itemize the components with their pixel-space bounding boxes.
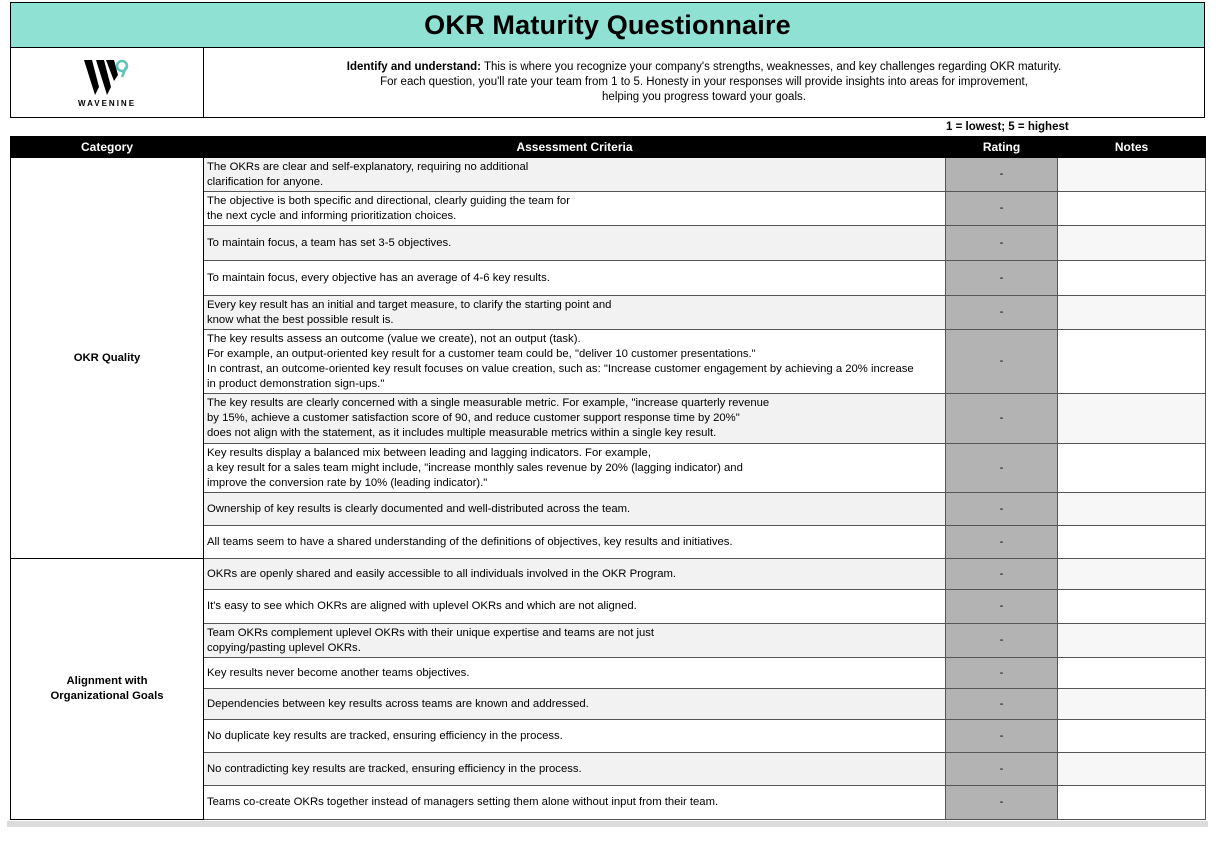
rating-cell[interactable]: - — [946, 624, 1058, 658]
category-cell: Alignment with Organizational Goals — [11, 559, 204, 820]
table-row — [11, 158, 1206, 192]
sheet-scroll-edge — [7, 821, 1208, 827]
notes-cell[interactable] — [1058, 753, 1206, 786]
notes-cell[interactable] — [1058, 296, 1206, 330]
rating-cell[interactable]: - — [946, 394, 1058, 444]
notes-cell[interactable] — [1058, 330, 1206, 394]
rating-cell[interactable]: - — [946, 296, 1058, 330]
criteria-cell: To maintain focus, a team has set 3-5 objectives. — [204, 226, 946, 261]
criteria-cell: Every key result has an initial and target measure, to clarify the starting point and know what the best possible result is. — [204, 296, 946, 330]
intro-line-3: helping you progress toward your goals. — [602, 90, 806, 103]
notes-cell[interactable] — [1058, 689, 1206, 720]
criteria-cell: No contradicting key results are tracked, ensuring efficiency in the process. — [204, 753, 946, 786]
header-rating: Rating — [946, 137, 1058, 158]
criteria-cell: The key results are clearly concerned with a single measurable metric. For example, "increase quarterly revenue by 15%, achieve a customer satisfaction score of 90, and reduce customer support response time by 20%" does not align with the statement, as it includes multiple measurable metrics within a single key result. — [204, 394, 946, 444]
rating-cell[interactable]: - — [946, 493, 1058, 526]
notes-cell[interactable] — [1058, 158, 1206, 192]
rating-cell[interactable]: - — [946, 559, 1058, 590]
logo — [11, 47, 204, 117]
notes-cell[interactable] — [1058, 394, 1206, 444]
header-criteria: Assessment Criteria — [204, 137, 946, 158]
criteria-cell: The OKRs are clear and self-explanatory, requiring no additional clarification for anyone. — [204, 158, 946, 192]
rating-cell[interactable]: - — [946, 786, 1058, 820]
rating-cell[interactable]: - — [946, 720, 1058, 753]
intro-text — [204, 47, 1204, 117]
criteria-cell: All teams seem to have a shared understanding of the definitions of objectives, key results and initiatives. — [204, 526, 946, 559]
criteria-cell: The objective is both specific and directional, clearly guiding the team for the next cycle and informing prioritization choices. — [204, 192, 946, 226]
questionnaire-table — [10, 136, 1206, 820]
page-title: OKR Maturity Questionnaire — [10, 2, 1205, 48]
rating-cell[interactable]: - — [946, 444, 1058, 493]
notes-cell[interactable] — [1058, 444, 1206, 493]
header-notes: Notes — [1058, 137, 1206, 158]
notes-cell[interactable] — [1058, 720, 1206, 753]
rating-cell[interactable]: - — [946, 226, 1058, 261]
intro-line-1: This is where you recognize your company's strengths, weaknesses, and key challenges regarding OKR maturity. — [480, 60, 1062, 73]
notes-cell[interactable] — [1058, 624, 1206, 658]
criteria-cell: It's easy to see which OKRs are aligned with uplevel OKRs and which are not aligned. — [204, 590, 946, 624]
intro-panel — [10, 47, 1205, 118]
rating-cell[interactable]: - — [946, 330, 1058, 394]
criteria-cell: No duplicate key results are tracked, ensuring efficiency in the process. — [204, 720, 946, 753]
criteria-cell: Dependencies between key results across teams are known and addressed. — [204, 689, 946, 720]
rating-cell[interactable]: - — [946, 753, 1058, 786]
notes-cell[interactable] — [1058, 493, 1206, 526]
notes-cell[interactable] — [1058, 526, 1206, 559]
category-cell: OKR Quality — [11, 158, 204, 559]
notes-cell[interactable] — [1058, 261, 1206, 296]
criteria-cell: Team OKRs complement uplevel OKRs with their unique expertise and teams are not just copying/pasting uplevel OKRs. — [204, 624, 946, 658]
logo-text: WAVENINE — [77, 98, 137, 108]
header-category: Category — [11, 137, 204, 158]
criteria-cell: To maintain focus, every objective has an average of 4-6 key results. — [204, 261, 946, 296]
rating-cell[interactable]: - — [946, 526, 1058, 559]
notes-cell[interactable] — [1058, 658, 1206, 689]
notes-cell[interactable] — [1058, 590, 1206, 624]
intro-line-2: For each question, you'll rate your team from 1 to 5. Honesty in your responses will provide insights into areas for improvement, — [380, 75, 1028, 88]
notes-cell[interactable] — [1058, 559, 1206, 590]
criteria-cell: OKRs are openly shared and easily accessible to all individuals involved in the OKR Program. — [204, 559, 946, 590]
criteria-cell: Ownership of key results is clearly documented and well-distributed across the team. — [204, 493, 946, 526]
rating-cell[interactable]: - — [946, 590, 1058, 624]
rating-cell[interactable]: - — [946, 658, 1058, 689]
criteria-cell: Teams co-create OKRs together instead of managers setting them alone without input from their team. — [204, 786, 946, 820]
criteria-cell: Key results never become another teams objectives. — [204, 658, 946, 689]
rating-cell[interactable]: - — [946, 261, 1058, 296]
table-row — [11, 559, 1206, 590]
wavenine-logo-icon — [82, 57, 132, 97]
notes-cell[interactable] — [1058, 786, 1206, 820]
notes-cell[interactable] — [1058, 192, 1206, 226]
rating-cell[interactable]: - — [946, 158, 1058, 192]
notes-cell[interactable] — [1058, 226, 1206, 261]
intro-lead: Identify and understand: — [346, 60, 481, 73]
table-header-row — [11, 137, 1206, 158]
rating-cell[interactable]: - — [946, 689, 1058, 720]
criteria-cell: The key results assess an outcome (value we create), not an output (task). For example, an output-oriented key result for a customer team could be, "deliver 10 customer presentations." In contrast, an outcome-oriented key result focuses on value creation, such as: "Increase customer engagement by achieving a 20% increase in product demonstration sign-ups." — [204, 330, 946, 394]
rating-cell[interactable]: - — [946, 192, 1058, 226]
rating-legend: 1 = lowest; 5 = highest — [946, 121, 1069, 133]
criteria-cell: Key results display a balanced mix between leading and lagging indicators. For example, a key result for a sales team might include, "increase monthly sales revenue by 20% (lagging indicator) and improve the conversion rate by 10% (leading indicator)." — [204, 444, 946, 493]
